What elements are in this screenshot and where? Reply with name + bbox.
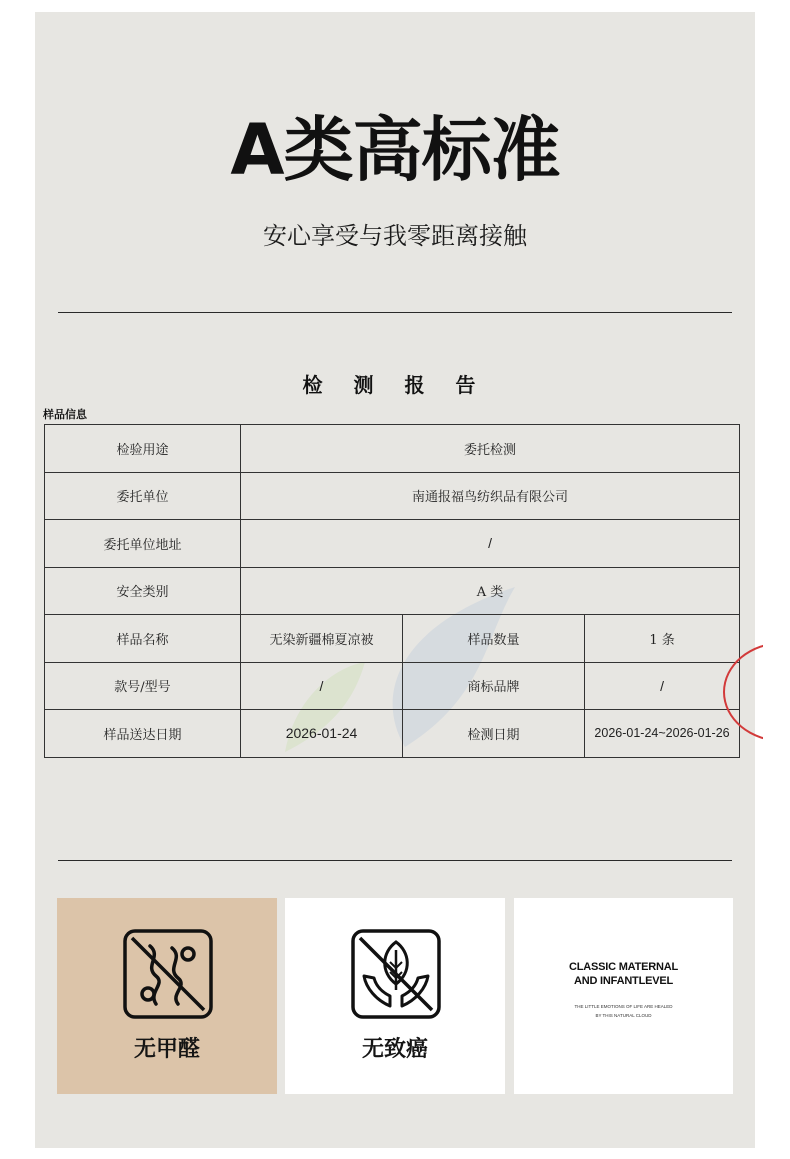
row-value-sample-quantity: 1 条 <box>585 615 740 663</box>
classic-maternal-title-line1: CLASSIC MATERNAL <box>568 961 679 973</box>
classic-maternal-title <box>514 960 733 988</box>
table-row <box>45 710 740 758</box>
table-row <box>45 567 740 615</box>
row-label-client-address: 委托单位地址 <box>45 520 241 568</box>
sample-info-label: 样品信息 <box>43 408 87 421</box>
row-label-sample-name: 样品名称 <box>45 615 241 663</box>
feature-card-classic-maternal <box>514 898 733 1094</box>
feature-label-no-carcinogen: 无致癌 <box>361 1037 428 1062</box>
red-seal-stamp <box>723 642 763 742</box>
row-value-client: 南通报福鸟纺织品有限公司 <box>241 472 740 520</box>
classic-maternal-sub-line2: BY THIS NATURAL CLOUD <box>595 1013 652 1018</box>
table-row <box>45 662 740 710</box>
classic-maternal-subtitle <box>514 1002 733 1020</box>
report-table <box>44 424 740 758</box>
row-label-purpose: 检验用途 <box>45 425 241 473</box>
classic-maternal-title-line2: AND INFANTLEVEL <box>573 975 674 987</box>
report-title: 检 测 报 告 <box>302 373 488 397</box>
row-value-test-date: 2026-01-24~2026-01-26 <box>585 710 740 758</box>
divider-bottom <box>58 860 732 861</box>
row-label-delivery-date: 样品送达日期 <box>45 710 241 758</box>
row-value-model: / <box>241 662 403 710</box>
row-value-delivery-date: 2026-01-24 <box>241 710 403 758</box>
divider-top <box>58 312 732 313</box>
row-value-safety-category: A 类 <box>241 567 740 615</box>
classic-maternal-sub-line1: THE LITTLE EMOTIONS OF LIFE ARE HEALED <box>574 1004 673 1009</box>
page-title: A类高标准 <box>230 109 560 191</box>
feature-cards <box>57 898 733 1094</box>
row-value-brand: / <box>585 662 740 710</box>
row-value-purpose: 委托检测 <box>241 425 740 473</box>
row-label-model: 款号/型号 <box>45 662 241 710</box>
row-label-client: 委托单位 <box>45 472 241 520</box>
feature-label-no-formaldehyde: 无甲醛 <box>133 1037 200 1062</box>
table-row <box>45 425 740 473</box>
table-row <box>45 520 740 568</box>
no-carcinogen-icon <box>350 928 442 1020</box>
table-row <box>45 615 740 663</box>
row-label-sample-quantity: 样品数量 <box>403 615 585 663</box>
page-subtitle: 安心享受与我零距离接触 <box>263 222 527 250</box>
feature-card-no-formaldehyde <box>57 898 277 1094</box>
row-value-sample-name: 无染新疆棉夏凉被 <box>241 615 403 663</box>
row-label-test-date: 检测日期 <box>403 710 585 758</box>
feature-card-no-carcinogen <box>285 898 505 1094</box>
table-row <box>45 472 740 520</box>
poster-page <box>35 12 755 1148</box>
row-label-safety-category: 安全类别 <box>45 567 241 615</box>
row-value-client-address: / <box>241 520 740 568</box>
row-label-brand: 商标品牌 <box>403 662 585 710</box>
no-formaldehyde-icon <box>122 928 214 1020</box>
